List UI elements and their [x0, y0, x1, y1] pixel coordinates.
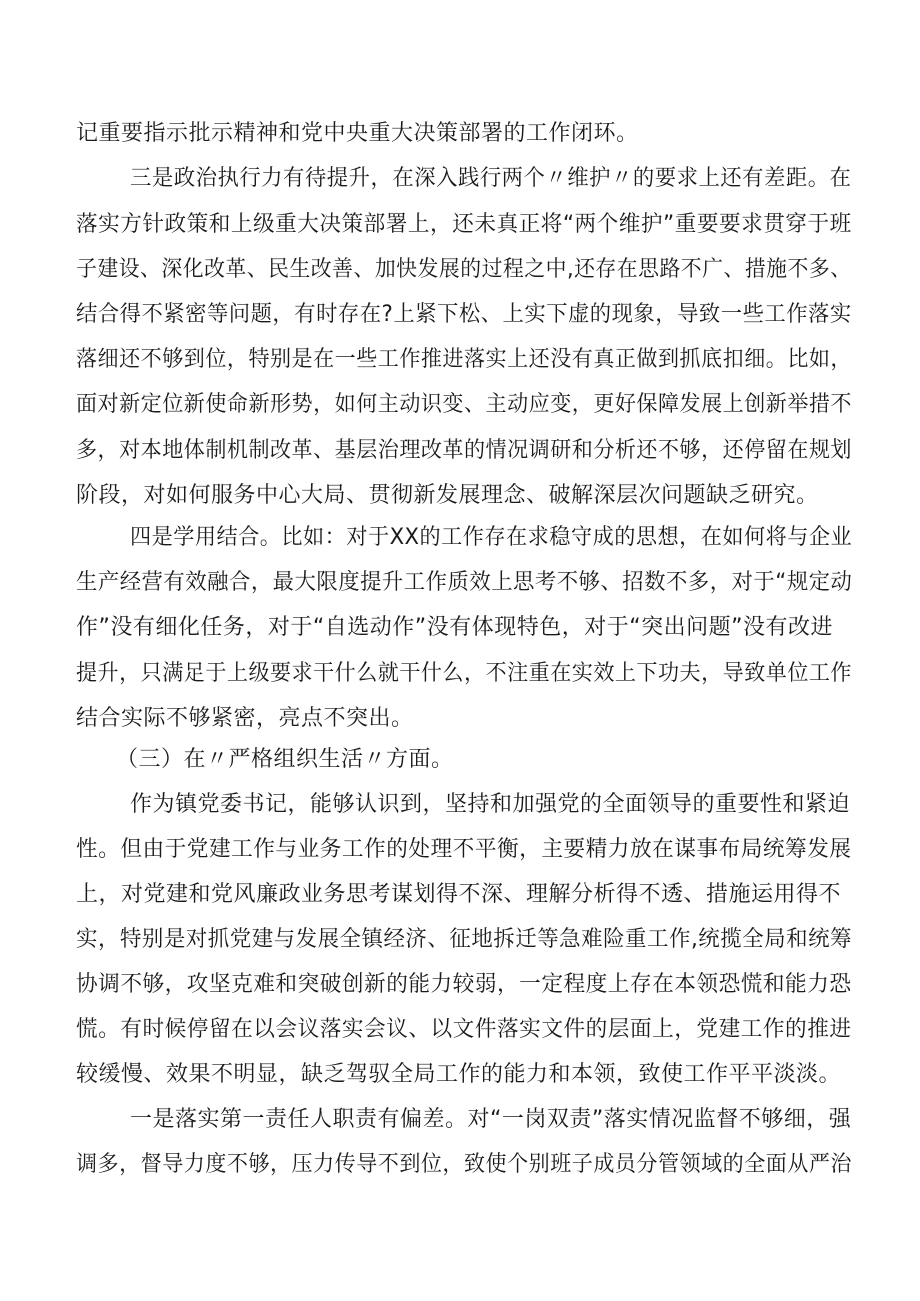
text-line: 生产经营有效融合，最大限度提升工作质效上思考不够、招数不多，对于“规定动 [76, 570, 853, 595]
text-line: 落实方针政策和上级重大决策部署上，还未真正将“两个维护”重要要求贯穿于班 [76, 212, 852, 237]
text-line: 实，特别是对抓党建与发展全镇经济、征地拆迁等急难险重工作,统揽全局和统筹 [76, 927, 852, 952]
text-line: 阶段，对如何服务中心大局、贯彻新发展理念、破解深层次问题缺乏研究。 [76, 483, 819, 508]
text-line: 提升，只满足于上级要求干什么就干什么，不注重在实效上下功夫，导致单位工作 [76, 661, 852, 686]
text-line: 多，对本地体制机制改革、基层治理改革的情况调研和分析还不够，还停留在规划 [76, 438, 852, 463]
text-line: 三是政治执行力有待提升，在深入践行两个〃维护〃的要求上还有差距。在 [130, 166, 852, 191]
text-line: 落细还不够到位，特别是在一些工作推进落实上还没有真正做到抓底扣细。比如， [76, 347, 852, 372]
text-line: 四是学用结合。比如：对于XX的工作存在求稳守成的思想，在如何将与企业 [130, 525, 853, 550]
text-line: 面对新定位新使命新形势，如何主动识变、主动应变，更好保障发展上创新举措不 [76, 392, 852, 417]
text-line: 子建设、深化改革、民生改善、加快发展的过程之中,还存在思路不广、措施不多、 [76, 257, 852, 282]
text-line: 性。但由于党建工作与业务工作的处理不平衡，主要精力放在谋事布局统筹发展 [76, 837, 852, 862]
text-line: 一是落实第一责任人职责有偏差。对“一岗双责”落实情况监督不够细，强 [130, 1107, 852, 1132]
text-line: 慌。有时候停留在以会议落实会议、以文件落实文件的层面上，党建工作的推进 [76, 1017, 852, 1042]
section-heading: （三）在〃严格组织生活〃方面。 [116, 747, 454, 772]
text-line: 上，对党建和党风廉政业务思考谋划得不深、理解分析得不透、措施运用得不 [76, 882, 842, 907]
text-line: 较缓慢、效果不明显，缺乏驾驭全局工作的能力和本领，致使工作平平淡淡。 [76, 1062, 842, 1087]
text-line: 结合得不紧密等问题，有时存在?上紧下松、上实下虚的现象，导致一些工作落实 [76, 302, 852, 327]
text-line: 结合实际不够紧密，亮点不突出。 [76, 706, 414, 731]
text-line: 作为镇党委书记，能够认识到，坚持和加强党的全面领导的重要性和紧迫 [130, 792, 851, 817]
text-line: 作”没有细化任务，对于“自选动作”没有体现特色，对于“突出问题”没有改进 [76, 615, 833, 640]
text-line: 调多，督导力度不够，压力传导不到位，致使个别班子成员分管领域的全面从严治 [76, 1152, 852, 1177]
text-line: 协调不够，攻坚克难和突破创新的能力较弱，一定程度上存在本领恐慌和能力恐 [76, 972, 852, 997]
text-line: 记重要指示批示精神和党中央重大决策部署的工作闭环。 [76, 121, 639, 146]
